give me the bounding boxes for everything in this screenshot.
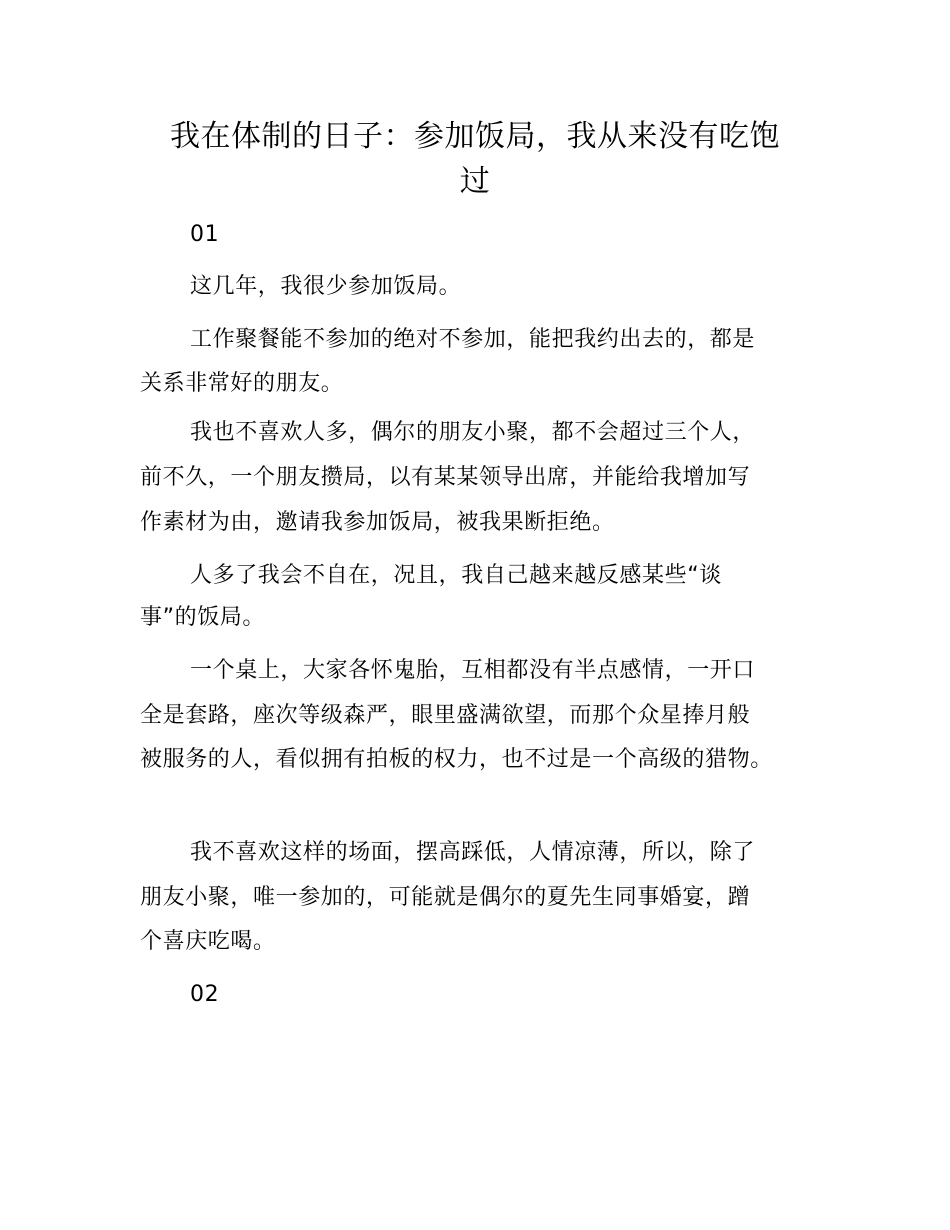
document-title — [140, 114, 810, 204]
paragraph-3-line-3: 作素材为由，邀请我参加饭局，被我果断拒绝。 — [140, 510, 615, 535]
paragraph-1-line-1: 这几年，我很少参加饭局。 — [190, 274, 462, 299]
paragraph-5-line-3: 被服务的人，看似拥有拍板的权力，也不过是一个高级的猎物。 — [140, 747, 773, 772]
paragraph-5-line-2: 全是套路，座次等级森严，眼里盛满欲望，而那个众星捧月般 — [140, 703, 751, 728]
paragraph-4-line-1: 人多了我会不自在，况且，我自己越来越反感某些“谈 — [190, 563, 722, 588]
title-line-1: 我在体制的日子：参加饭局，我从来没有吃饱 — [170, 119, 780, 154]
paragraph-2-line-1: 工作聚餐能不参加的绝对不参加，能把我约出去的，都是 — [190, 327, 756, 352]
paragraph-3-line-1: 我也不喜欢人多，偶尔的朋友小聚，都不会超过三个人， — [190, 420, 756, 445]
paragraph-6-line-3: 个喜庆吃喝。 — [140, 929, 276, 954]
paragraph-2-line-2: 关系非常好的朋友。 — [140, 371, 344, 396]
paragraph-5-line-1: 一个桌上，大家各怀鬼胎，互相都没有半点感情，一开口 — [190, 658, 756, 683]
paragraph-4-line-2: 事”的饭局。 — [140, 605, 265, 630]
title-line-2: 过 — [459, 164, 491, 199]
paragraph-6-line-2: 朋友小聚，唯一参加的，可能就是偶尔的夏先生同事婚宴，蹭 — [140, 885, 751, 910]
paragraph-3-line-2: 前不久，一个朋友攒局，以有某某领导出席，并能给我增加写 — [140, 465, 751, 490]
section-number-02: 02 — [190, 982, 220, 1007]
section-number-01: 01 — [190, 222, 220, 247]
paragraph-6-line-1: 我不喜欢这样的场面，摆高踩低，人情凉薄，所以，除了 — [190, 840, 756, 865]
